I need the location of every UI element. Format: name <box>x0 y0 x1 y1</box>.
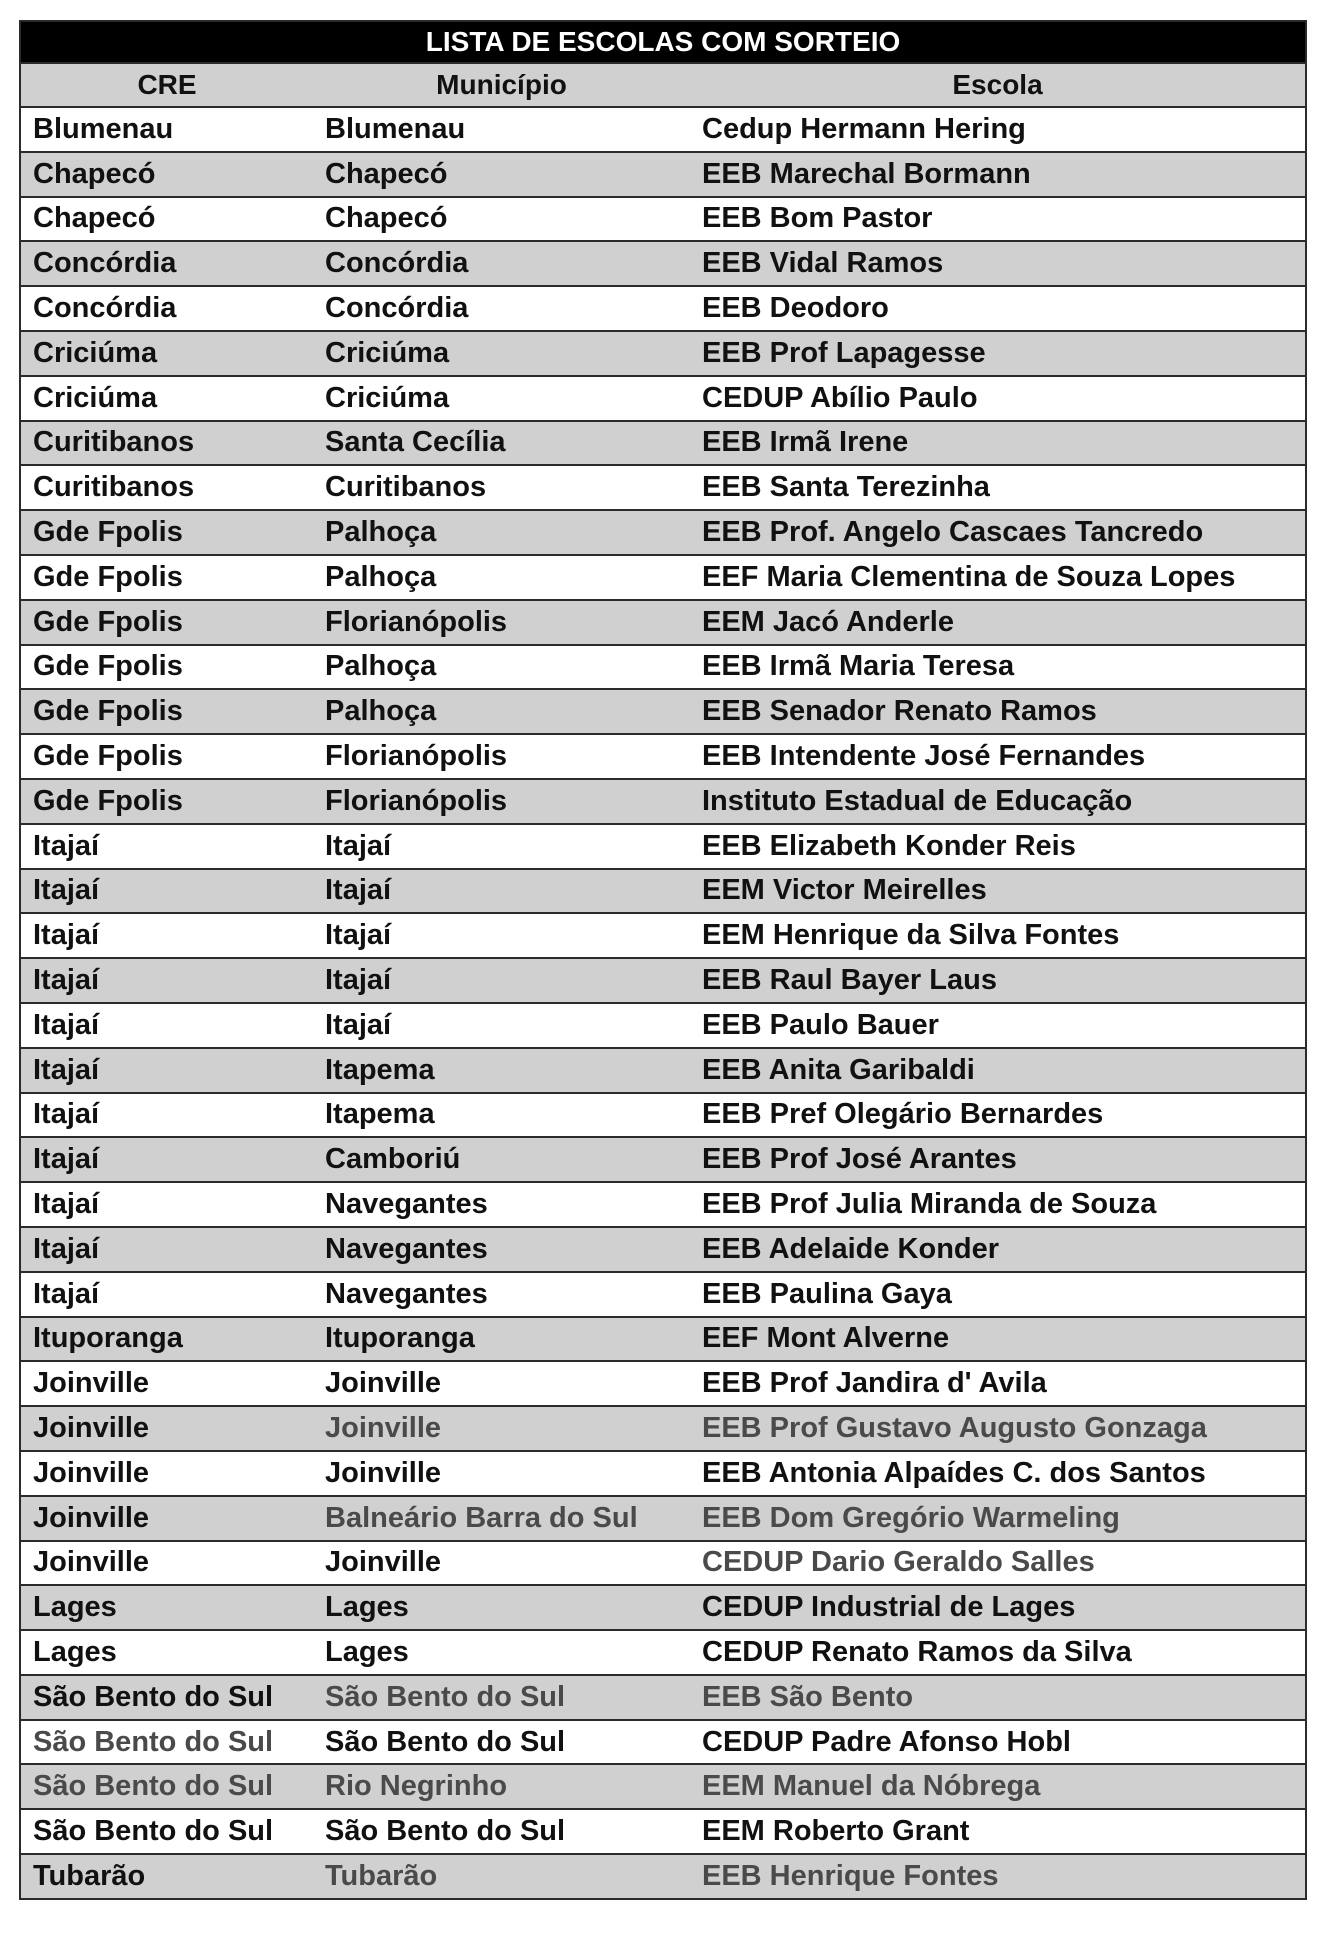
column-header-cre: CRE <box>20 63 313 107</box>
cell-cre: São Bento do Sul <box>20 1764 313 1809</box>
table-row <box>20 1630 1306 1675</box>
cell-municipio: Camboriú <box>313 1137 690 1182</box>
cell-municipio: Florianópolis <box>313 734 690 779</box>
cell-municipio: Palhoça <box>313 510 690 555</box>
cell-cre: Joinville <box>20 1406 313 1451</box>
cell-cre: Joinville <box>20 1496 313 1541</box>
cell-municipio: Lages <box>313 1630 690 1675</box>
table-row <box>20 376 1306 421</box>
cell-cre: São Bento do Sul <box>20 1809 313 1854</box>
cell-cre: São Bento do Sul <box>20 1720 313 1765</box>
table-row <box>20 1137 1306 1182</box>
cell-cre: Gde Fpolis <box>20 510 313 555</box>
table-body <box>20 107 1306 1899</box>
cell-cre: Gde Fpolis <box>20 734 313 779</box>
cell-escola: EEB Intendente José Fernandes <box>690 734 1306 779</box>
cell-cre: Curitibanos <box>20 465 313 510</box>
cell-cre: Tubarão <box>20 1854 313 1899</box>
table-row <box>20 1406 1306 1451</box>
cell-cre: Joinville <box>20 1451 313 1496</box>
table-row <box>20 1182 1306 1227</box>
cell-municipio: Florianópolis <box>313 600 690 645</box>
table-row <box>20 1361 1306 1406</box>
cell-cre: Gde Fpolis <box>20 600 313 645</box>
table-row <box>20 869 1306 914</box>
cell-cre: Ituporanga <box>20 1317 313 1362</box>
cell-escola: EEM Roberto Grant <box>690 1809 1306 1854</box>
cell-escola: EEB Prof Jandira d' Avila <box>690 1361 1306 1406</box>
table-row <box>20 107 1306 152</box>
table-row <box>20 645 1306 690</box>
cell-cre: São Bento do Sul <box>20 1675 313 1720</box>
cell-escola: EEB Irmã Maria Teresa <box>690 645 1306 690</box>
cell-municipio: Itajaí <box>313 1003 690 1048</box>
cell-cre: Concórdia <box>20 241 313 286</box>
table-row <box>20 1764 1306 1809</box>
cell-cre: Lages <box>20 1585 313 1630</box>
cell-cre: Blumenau <box>20 107 313 152</box>
cell-cre: Gde Fpolis <box>20 555 313 600</box>
cell-cre: Chapecó <box>20 197 313 242</box>
cell-escola: EEB Marechal Bormann <box>690 152 1306 197</box>
cell-cre: Gde Fpolis <box>20 645 313 690</box>
cell-escola: EEB Paulo Bauer <box>690 1003 1306 1048</box>
table-row <box>20 1048 1306 1093</box>
cell-cre: Itajaí <box>20 1272 313 1317</box>
cell-escola: EEB Dom Gregório Warmeling <box>690 1496 1306 1541</box>
cell-cre: Concórdia <box>20 286 313 331</box>
cell-cre: Itajaí <box>20 1093 313 1138</box>
cell-municipio: Florianópolis <box>313 779 690 824</box>
cell-municipio: Navegantes <box>313 1272 690 1317</box>
table-row <box>20 689 1306 734</box>
cell-escola: Cedup Hermann Hering <box>690 107 1306 152</box>
cell-municipio: São Bento do Sul <box>313 1675 690 1720</box>
table-row <box>20 1093 1306 1138</box>
table-row <box>20 286 1306 331</box>
table-row <box>20 824 1306 869</box>
cell-escola: EEB Prof Gustavo Augusto Gonzaga <box>690 1406 1306 1451</box>
cell-municipio: Itajaí <box>313 913 690 958</box>
table-row <box>20 197 1306 242</box>
cell-municipio: Itajaí <box>313 824 690 869</box>
cell-escola: CEDUP Renato Ramos da Silva <box>690 1630 1306 1675</box>
cell-municipio: Chapecó <box>313 197 690 242</box>
table-row <box>20 1854 1306 1899</box>
cell-cre: Itajaí <box>20 1137 313 1182</box>
cell-municipio: Joinville <box>313 1361 690 1406</box>
cell-municipio: Joinville <box>313 1406 690 1451</box>
cell-cre: Joinville <box>20 1541 313 1586</box>
table-row <box>20 241 1306 286</box>
cell-escola: EEB São Bento <box>690 1675 1306 1720</box>
cell-municipio: Palhoça <box>313 645 690 690</box>
cell-cre: Itajaí <box>20 913 313 958</box>
table-row <box>20 1272 1306 1317</box>
cell-cre: Criciúma <box>20 331 313 376</box>
cell-escola: CEDUP Padre Afonso Hobl <box>690 1720 1306 1765</box>
table-row <box>20 913 1306 958</box>
table-row <box>20 1541 1306 1586</box>
cell-escola: EEB Adelaide Konder <box>690 1227 1306 1272</box>
schools-table <box>19 20 1307 1900</box>
cell-municipio: Itajaí <box>313 958 690 1003</box>
cell-escola: EEF Maria Clementina de Souza Lopes <box>690 555 1306 600</box>
table-row <box>20 1496 1306 1541</box>
title-row <box>20 21 1306 63</box>
cell-municipio: São Bento do Sul <box>313 1720 690 1765</box>
cell-cre: Itajaí <box>20 1048 313 1093</box>
cell-municipio: Criciúma <box>313 376 690 421</box>
cell-escola: EEM Jacó Anderle <box>690 600 1306 645</box>
table-row <box>20 331 1306 376</box>
table-row <box>20 152 1306 197</box>
cell-cre: Chapecó <box>20 152 313 197</box>
cell-escola: EEB Prof Julia Miranda de Souza <box>690 1182 1306 1227</box>
table-row <box>20 555 1306 600</box>
cell-municipio: Ituporanga <box>313 1317 690 1362</box>
cell-escola: EEB Santa Terezinha <box>690 465 1306 510</box>
cell-municipio: Tubarão <box>313 1854 690 1899</box>
table-row <box>20 465 1306 510</box>
table-row <box>20 1720 1306 1765</box>
cell-municipio: Palhoça <box>313 689 690 734</box>
cell-cre: Criciúma <box>20 376 313 421</box>
cell-municipio: Criciúma <box>313 331 690 376</box>
cell-escola: EEB Prof Lapagesse <box>690 331 1306 376</box>
cell-escola: CEDUP Abílio Paulo <box>690 376 1306 421</box>
cell-escola: CEDUP Industrial de Lages <box>690 1585 1306 1630</box>
table-row <box>20 1809 1306 1854</box>
cell-municipio: Navegantes <box>313 1227 690 1272</box>
cell-municipio: Itapema <box>313 1093 690 1138</box>
column-header-municipio: Município <box>313 63 690 107</box>
cell-cre: Joinville <box>20 1361 313 1406</box>
table-row <box>20 600 1306 645</box>
cell-cre: Gde Fpolis <box>20 779 313 824</box>
cell-escola: EEB Paulina Gaya <box>690 1272 1306 1317</box>
cell-municipio: São Bento do Sul <box>313 1809 690 1854</box>
cell-escola: EEB Prof José Arantes <box>690 1137 1306 1182</box>
cell-escola: EEB Deodoro <box>690 286 1306 331</box>
cell-cre: Itajaí <box>20 869 313 914</box>
cell-municipio: Blumenau <box>313 107 690 152</box>
cell-escola: EEB Prof. Angelo Cascaes Tancredo <box>690 510 1306 555</box>
cell-escola: EEM Manuel da Nóbrega <box>690 1764 1306 1809</box>
table-row <box>20 421 1306 466</box>
cell-municipio: Palhoça <box>313 555 690 600</box>
cell-escola: CEDUP Dario Geraldo Salles <box>690 1541 1306 1586</box>
cell-escola: EEM Victor Meirelles <box>690 869 1306 914</box>
cell-municipio: Navegantes <box>313 1182 690 1227</box>
cell-escola: EEB Irmã Irene <box>690 421 1306 466</box>
table-row <box>20 1451 1306 1496</box>
table-row <box>20 1585 1306 1630</box>
cell-municipio: Rio Negrinho <box>313 1764 690 1809</box>
cell-municipio: Balneário Barra do Sul <box>313 1496 690 1541</box>
column-header-escola: Escola <box>690 63 1306 107</box>
cell-cre: Itajaí <box>20 1003 313 1048</box>
cell-municipio: Joinville <box>313 1451 690 1496</box>
cell-municipio: Lages <box>313 1585 690 1630</box>
cell-escola: EEB Elizabeth Konder Reis <box>690 824 1306 869</box>
table-row <box>20 1675 1306 1720</box>
cell-escola: EEB Senador Renato Ramos <box>690 689 1306 734</box>
cell-escola: EEF Mont Alverne <box>690 1317 1306 1362</box>
cell-escola: EEB Pref Olegário Bernardes <box>690 1093 1306 1138</box>
table-row <box>20 958 1306 1003</box>
cell-municipio: Concórdia <box>313 286 690 331</box>
cell-municipio: Santa Cecília <box>313 421 690 466</box>
cell-escola: EEB Raul Bayer Laus <box>690 958 1306 1003</box>
cell-escola: EEB Henrique Fontes <box>690 1854 1306 1899</box>
table-row <box>20 1003 1306 1048</box>
cell-municipio: Curitibanos <box>313 465 690 510</box>
cell-cre: Gde Fpolis <box>20 689 313 734</box>
school-list-sheet <box>19 20 1305 1900</box>
cell-escola: EEB Bom Pastor <box>690 197 1306 242</box>
table-row <box>20 1227 1306 1272</box>
cell-escola: EEB Anita Garibaldi <box>690 1048 1306 1093</box>
cell-escola: EEB Vidal Ramos <box>690 241 1306 286</box>
table-row <box>20 779 1306 824</box>
cell-municipio: Concórdia <box>313 241 690 286</box>
cell-cre: Curitibanos <box>20 421 313 466</box>
table-title: LISTA DE ESCOLAS COM SORTEIO <box>20 21 1306 63</box>
cell-escola: EEM Henrique da Silva Fontes <box>690 913 1306 958</box>
cell-escola: EEB Antonia Alpaídes C. dos Santos <box>690 1451 1306 1496</box>
cell-municipio: Joinville <box>313 1541 690 1586</box>
cell-escola: Instituto Estadual de Educação <box>690 779 1306 824</box>
cell-cre: Lages <box>20 1630 313 1675</box>
table-row <box>20 1317 1306 1362</box>
cell-municipio: Itapema <box>313 1048 690 1093</box>
header-row <box>20 63 1306 107</box>
cell-municipio: Itajaí <box>313 869 690 914</box>
cell-cre: Itajaí <box>20 958 313 1003</box>
table-row <box>20 510 1306 555</box>
cell-cre: Itajaí <box>20 1227 313 1272</box>
cell-cre: Itajaí <box>20 824 313 869</box>
cell-cre: Itajaí <box>20 1182 313 1227</box>
cell-municipio: Chapecó <box>313 152 690 197</box>
table-row <box>20 734 1306 779</box>
